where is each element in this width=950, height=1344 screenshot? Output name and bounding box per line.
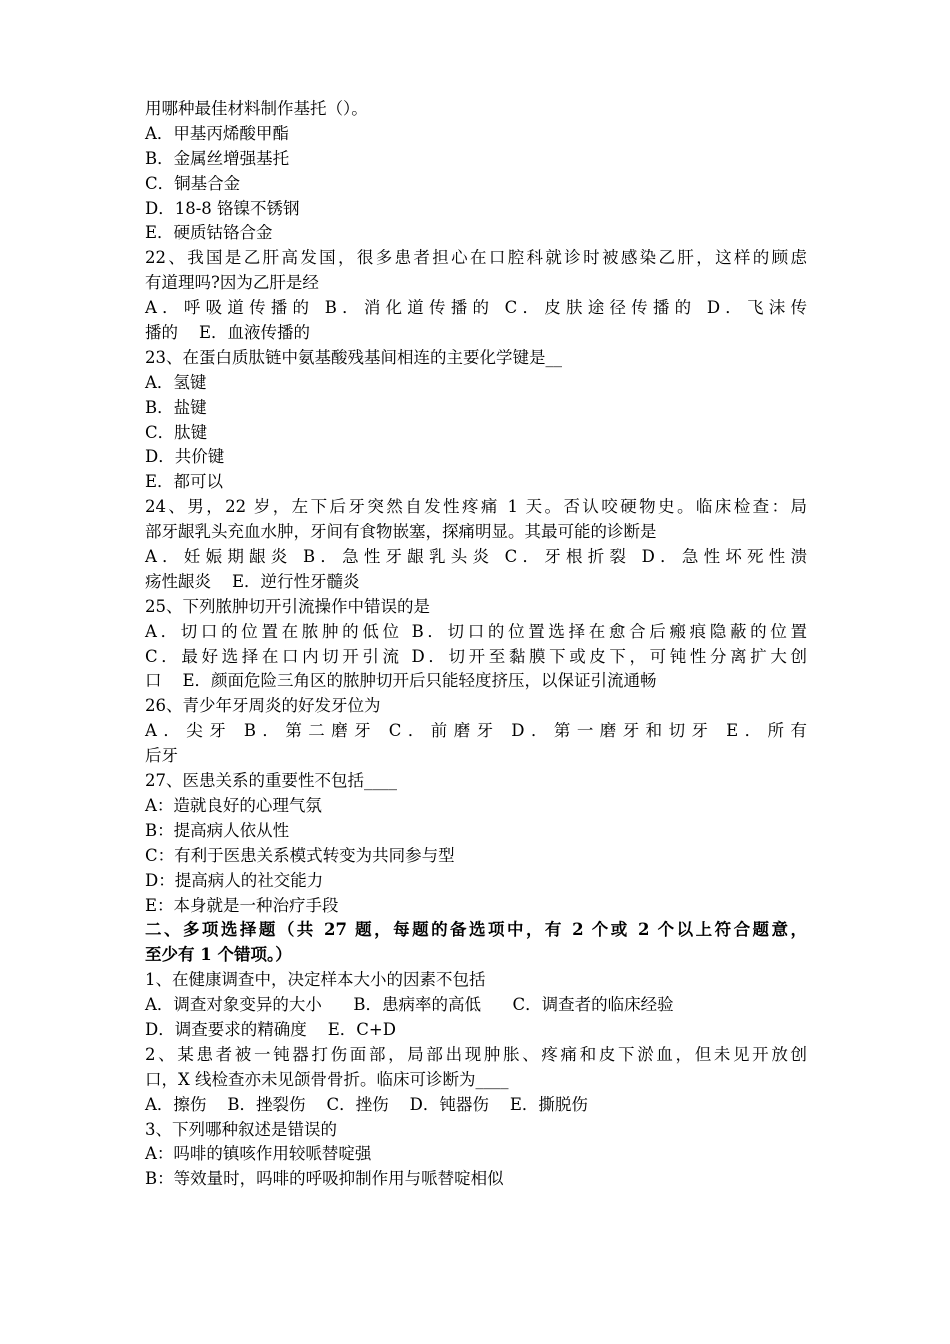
text-line: B：等效量时，吗啡的呼吸抑制作用与哌替啶相似 [145, 1169, 504, 1189]
text-line: A．妊娠期龈炎 B．急性牙龈乳头炎 C．牙根折裂 D．急性坏死性溃 [145, 547, 807, 567]
text-line: D：提高病人的社交能力 [145, 870, 324, 890]
text-line: B：提高病人依从性 [145, 820, 290, 840]
text-line: 27、医患关系的重要性不包括____ [145, 771, 397, 791]
text-line: 25、下列脓肿切开引流操作中错误的是 [145, 596, 430, 616]
text-line: 播的 E．血液传播的 [145, 323, 311, 343]
text-line: E：本身就是一种治疗手段 [145, 895, 339, 915]
section-heading-line: 至少有 1 个错项。） [145, 945, 292, 965]
text-line: A．呼吸道传播的 B．消化道传播的 C．皮肤途径传播的 D．飞沫传 [145, 298, 807, 318]
text-line: C：有利于医患关系模式转变为共同参与型 [145, 845, 455, 865]
text-line: 24、男，22 岁，左下后牙突然自发性疼痛 1 天。否认咬硬物史。临床检查：局 [145, 497, 807, 517]
text-line: 1、在健康调查中，决定样本大小的因素不包括 [145, 970, 486, 990]
text-line: 26、青少年牙周炎的好发牙位为 [145, 696, 381, 716]
text-line: 后牙 [145, 746, 178, 766]
text-line: 有道理吗?因为乙肝是经 [145, 273, 319, 293]
text-line: A：吗啡的镇咳作用较哌替啶强 [145, 1144, 372, 1164]
text-line: A：造就良好的心理气氛 [145, 795, 322, 815]
text-line: D．共价键 [145, 447, 225, 467]
text-line: 22、我国是乙肝高发国，很多患者担心在口腔科就诊时被感染乙肝，这样的顾虑 [145, 248, 807, 268]
text-line: 3、下列哪种叙述是错误的 [145, 1119, 337, 1139]
text-line: B．金属丝增强基托 [145, 148, 290, 168]
text-line: 部牙龈乳头充血水肿，牙间有食物嵌塞，探痛明显。其最可能的诊断是 [145, 522, 657, 542]
text-line: 2、某患者被一钝器打伤面部，局部出现肿胀、疼痛和皮下淤血，但未见开放创 [145, 1044, 807, 1064]
text-line: 口，X 线检查亦未见颌骨骨折。临床可诊断为____ [145, 1069, 509, 1089]
text-line: D．调查要求的精确度 E．C+D [145, 1019, 396, 1039]
text-line: 用哪种最佳材料制作基托（）。 [145, 99, 368, 118]
text-line: A．擦伤 B．挫裂伤 C．挫伤 D．钝器伤 E．撕脱伤 [145, 1094, 588, 1114]
text-line: 疡性龈炎 E．逆行性牙髓炎 [145, 571, 360, 591]
section-heading-line: 二、多项选择题（共 27 题，每题的备选项中，有 2 个或 2 个以上符合题意， [145, 920, 807, 940]
text-line: D．18-8 铬镍不锈钢 [145, 198, 300, 218]
text-line: A．甲基丙烯酸甲酯 [145, 123, 289, 143]
text-line: C．铜基合金 [145, 173, 241, 193]
text-line: A．尖牙 B．第二磨牙 C．前磨牙 D．第一磨牙和切牙 E．所有 [145, 721, 807, 741]
text-line: E．都可以 [145, 472, 224, 492]
text-line: 口 E．颜面危险三角区的脓肿切开后只能轻度挤压，以保证引流通畅 [145, 671, 657, 691]
text-line: A．调查对象变异的大小 B．患病率的高低 C．调查者的临床经验 [145, 995, 674, 1015]
text-line: A．氢键 [145, 372, 207, 392]
text-line: B．盐键 [145, 397, 207, 417]
text-line: C．最好选择在口内切开引流 D．切开至黏膜下或皮下，可钝性分离扩大创 [145, 646, 807, 666]
text-line: A．切口的位置在脓肿的低位 B．切口的位置选择在愈合后瘢痕隐蔽的位置 [145, 621, 807, 641]
document-page [145, 97, 807, 1192]
text-line: 23、在蛋白质肽链中氨基酸残基间相连的主要化学键是__ [145, 347, 562, 367]
text-line: C．肽键 [145, 422, 208, 442]
text-line: E．硬质钴铬合金 [145, 223, 273, 243]
